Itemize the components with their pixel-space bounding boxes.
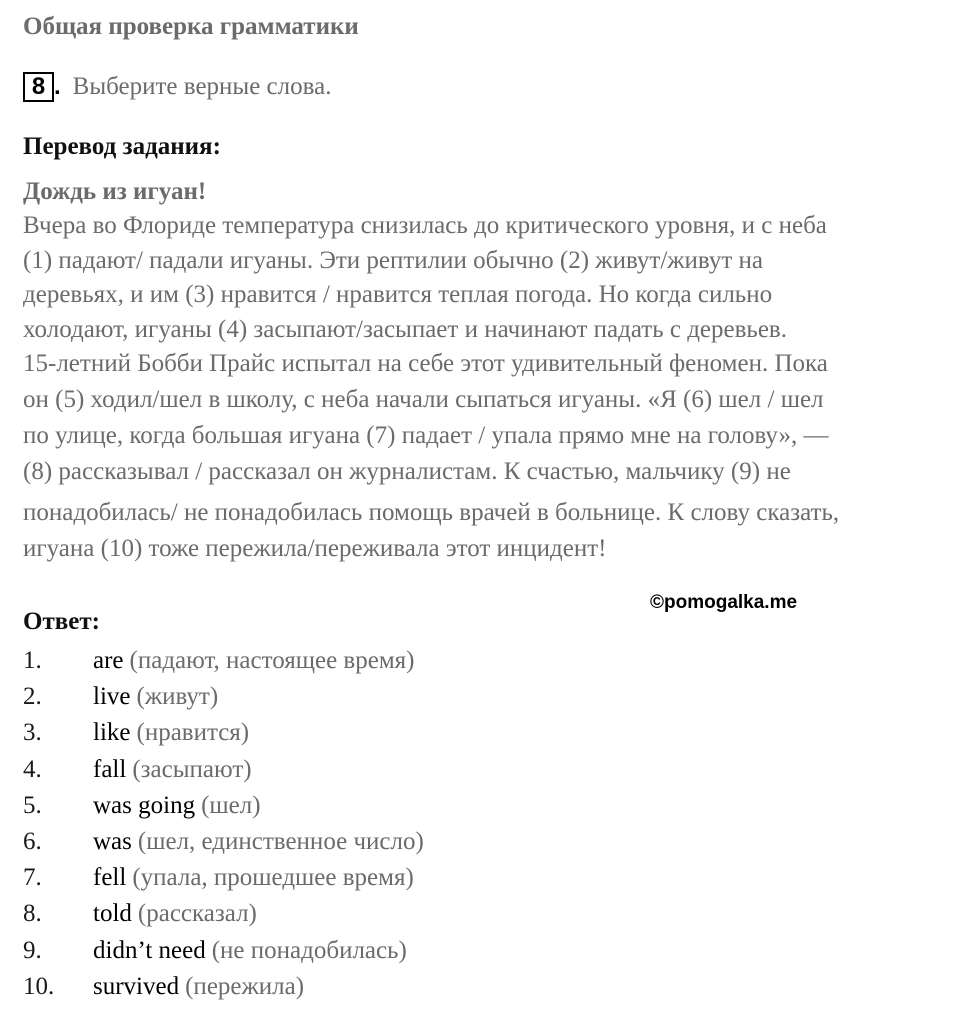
answer-word: are bbox=[93, 647, 124, 675]
answer-item bbox=[23, 643, 424, 679]
answer-item bbox=[23, 824, 424, 860]
answer-note: (засыпают) bbox=[132, 755, 252, 783]
task-number-dot: . bbox=[54, 73, 61, 100]
answer-note: (рассказал) bbox=[137, 900, 257, 928]
answer-note: (шел, единственное число) bbox=[137, 828, 424, 856]
story-line: он (5) ходил/шел в школу, с неба начали сыпаться игуаны. «Я (6) шел / шел bbox=[23, 386, 824, 413]
task-number-box: 8 bbox=[23, 72, 54, 102]
answer-word: didn’t need bbox=[93, 936, 206, 964]
answer-word: told bbox=[93, 900, 132, 928]
answer-number: 5. bbox=[23, 791, 42, 819]
answer-number: 3. bbox=[23, 719, 42, 747]
story-title: Дождь из игуан! bbox=[23, 178, 207, 205]
answer-word: live bbox=[93, 683, 131, 711]
answer-word: like bbox=[93, 719, 131, 747]
answer-number: 1. bbox=[23, 647, 42, 675]
answer-note: (не понадобилась) bbox=[211, 936, 407, 964]
answer-note: (падают, настоящее время) bbox=[129, 647, 415, 675]
story-line: холодают, игуаны (4) засыпают/засыпает и начинают падать с деревьев. bbox=[23, 316, 787, 343]
section-title: Общая проверка грамматики bbox=[23, 13, 359, 40]
answer-number: 4. bbox=[23, 755, 42, 783]
answer-number: 6. bbox=[23, 828, 42, 856]
story-line: понадобилась/ не понадобилась помощь врачей в больнице. К слову сказать, bbox=[23, 499, 840, 526]
answer-word: was going bbox=[93, 791, 196, 819]
answer-heading: Ответ: bbox=[23, 608, 100, 635]
story-line: (1) падают/ падали игуаны. Эти рептилии обычно (2) живут/живут на bbox=[23, 247, 764, 274]
answer-item bbox=[23, 969, 424, 1005]
task-header bbox=[23, 72, 331, 102]
story-line: игуана (10) тоже пережила/переживала этот инцидент! bbox=[23, 535, 607, 562]
answer-number: 7. bbox=[23, 864, 42, 892]
answer-word: fell bbox=[93, 864, 127, 892]
answer-number: 10. bbox=[23, 972, 55, 1000]
answer-word: was bbox=[93, 828, 132, 856]
answer-list bbox=[23, 643, 424, 1005]
answer-note: (упала, прошедшее время) bbox=[132, 864, 414, 892]
answer-item bbox=[23, 679, 424, 715]
answer-word: survived bbox=[93, 972, 180, 1000]
answer-number: 9. bbox=[23, 936, 42, 964]
answer-number: 2. bbox=[23, 683, 42, 711]
answer-note: (пережила) bbox=[185, 972, 305, 1000]
answer-item bbox=[23, 896, 424, 932]
answer-item bbox=[23, 715, 424, 751]
translation-heading: Перевод задания: bbox=[23, 133, 221, 160]
answer-note: (нравится) bbox=[136, 719, 250, 747]
story-line: 15-летний Бобби Прайс испытал на себе этот удивительный феномен. Пока bbox=[23, 350, 828, 377]
answer-number: 8. bbox=[23, 900, 42, 928]
task-instruction: Выберите верные слова. bbox=[72, 73, 332, 100]
answer-note: (шел) bbox=[201, 791, 261, 819]
story-line: деревьях, и им (3) нравится / нравится теплая погода. Но когда сильно bbox=[23, 281, 773, 308]
watermark-text: ©pomogalka.me bbox=[650, 592, 798, 613]
answer-note: (живут) bbox=[136, 683, 219, 711]
answer-item bbox=[23, 933, 424, 969]
answer-item bbox=[23, 752, 424, 788]
story-line: (8) рассказывал / рассказал он журналистам. К счастью, мальчику (9) не bbox=[23, 458, 791, 485]
answer-item bbox=[23, 860, 424, 896]
answer-word: fall bbox=[93, 755, 127, 783]
story-line: по улице, когда большая игуана (7) падает / упала прямо мне на голову», — bbox=[23, 422, 829, 449]
answer-item bbox=[23, 788, 424, 824]
story-line: Вчера во Флориде температура снизилась до критического уровня, и с неба bbox=[23, 212, 827, 239]
